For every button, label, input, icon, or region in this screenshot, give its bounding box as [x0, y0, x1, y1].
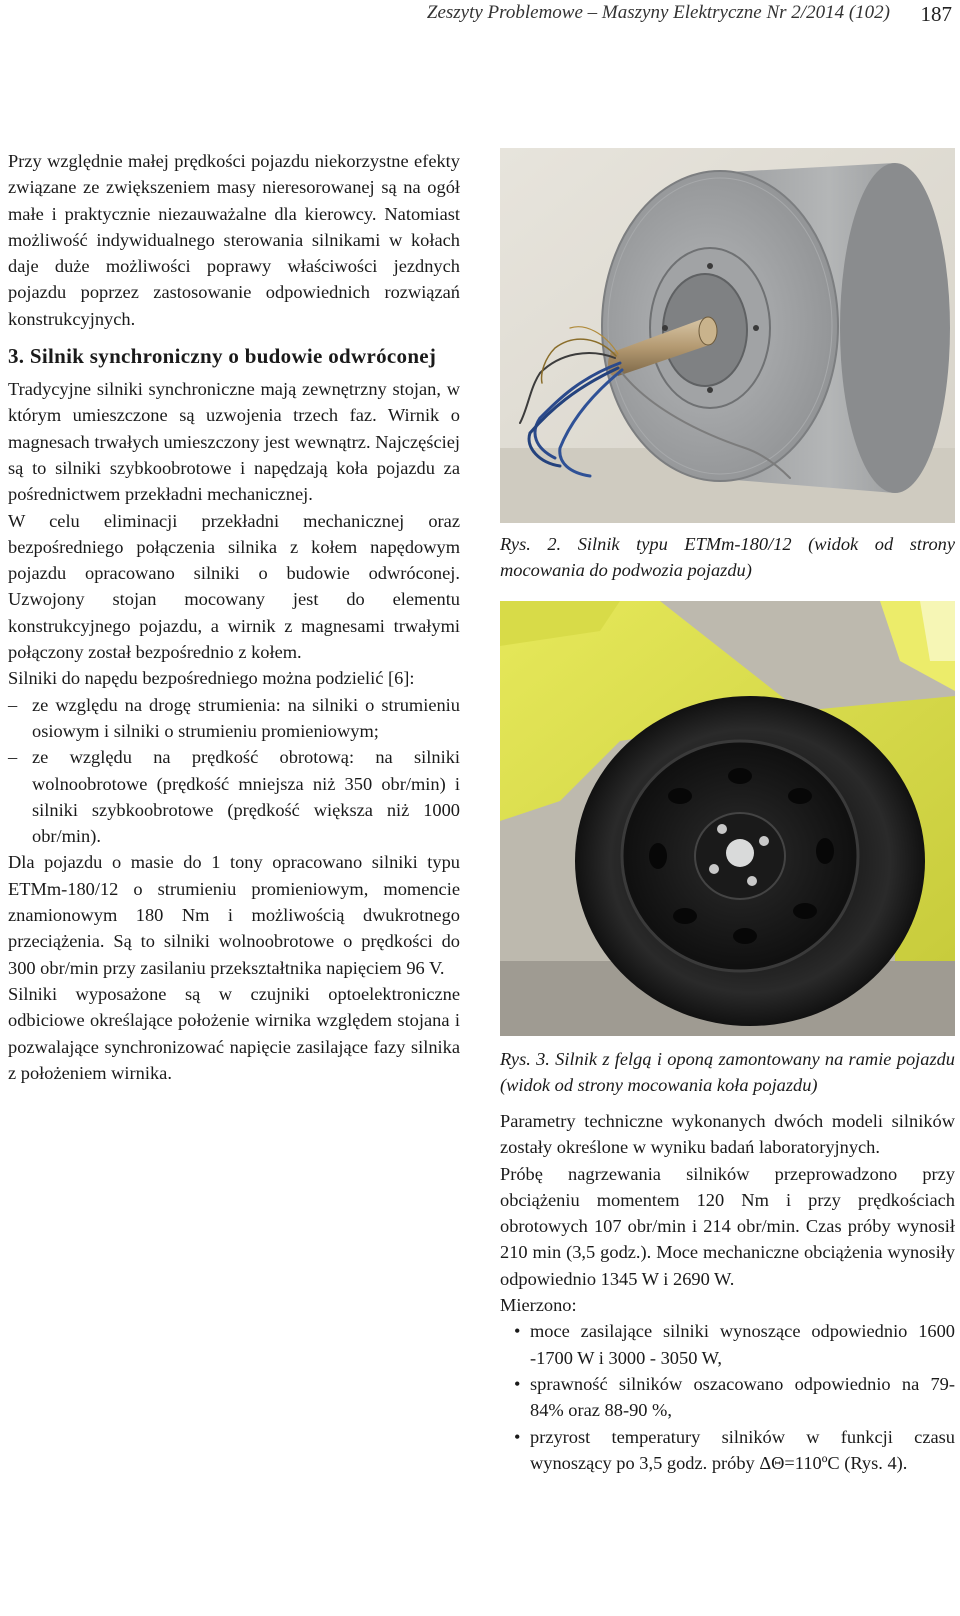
list-item: [500, 1318, 955, 1371]
left-column: [8, 148, 460, 1086]
paragraph-measured: Mierzono:: [500, 1295, 577, 1316]
paragraph-traditional-motors: Tradycyjne silniki synchroniczne mają zewnętrzny stojan, w którym umieszczone są uzwojenia trzech faz. Wirnik o magnesach trwałych umieszczony jest wewnątrz. Najczęściej są to silniki szybkoobrotowe i napędzają koła pojazdu za pośrednictwem przekładni mechanicznej.: [8, 379, 460, 505]
paragraph-inverted-design: W celu eliminacji przekładni mechanicznej oraz bezpośredniego połączenia silnika z kołem napędowym pojazdu opracowano silniki o budowie odwróconej. Uzwojony stojan mocowany jest do elementu konstrukcyjnego pojazdu, a wirnik z magnesami trwałymi połączony został bezpośrednio z kołem.: [8, 510, 460, 663]
dash-marker: –: [8, 747, 18, 768]
bullet-marker: •: [514, 1426, 521, 1447]
page-number: 187: [920, 2, 952, 26]
list-item-text: moce zasilające silniki wynoszące odpowiednio 1600 -1700 W i 3000 - 3050 W,: [530, 1321, 955, 1368]
dash-marker: –: [8, 694, 18, 715]
list-item-text: ze względu na prędkość obrotową: na silniki wolnoobrotowe (prędkość mniejsza niż 350 obr/min) i silniki szybkoobrotowe (prędkość większa niż 1000 obr/min).: [32, 747, 460, 847]
figure-2-caption: Rys. 2. Silnik typu ETMm-180/12 (widok od strony mocowania do podwozia pojazdu): [500, 534, 955, 580]
bullet-marker: •: [514, 1321, 521, 1342]
list-item: [8, 692, 460, 745]
paragraph-parameters: Parametry techniczne wykonanych dwóch modeli silników zostały określone w wyniku badań laboratoryjnych.: [500, 1111, 955, 1158]
list-item-text: sprawność silników oszacowano odpowiednio na 79-84% oraz 88-90 %,: [530, 1373, 955, 1421]
journal-title: Zeszyty Problemowe – Maszyny Elektryczne Nr 2/2014 (102): [426, 2, 890, 23]
bullet-marker: •: [514, 1373, 521, 1394]
paragraph-heating-test: Próbę nagrzewania silników przeprowadzono przy obciążeniu momentem 120 Nm i przy prędkościach obrotowych 107 obr/min i 214 obr/min. Czas próby wynosił 210 min (3,5 godz.). Moce mechaniczne obciążenia wynosiły odpowiednio 1345 W i 2690 W.: [500, 1163, 955, 1289]
section-title: 3. Silnik synchroniczny o budowie odwróconej: [8, 344, 437, 369]
page-header: [0, 0, 960, 44]
motor-photo: [500, 148, 955, 523]
wheel-photo: [500, 601, 955, 1036]
list-item-text: przyrost temperatury silników w funkcji czasu wynoszący po 3,5 godz. próby ΔΘ=110ºC (Rys. 4).: [530, 1426, 955, 1473]
list-item: [8, 744, 460, 849]
figure-3-caption: Rys. 3. Silnik z felgą i oponą zamontowany na ramie pojazdu (widok od strony mocowania koła pojazdu): [500, 1049, 955, 1095]
right-column: [500, 148, 955, 1476]
list-item: [500, 1371, 955, 1424]
paragraph-intro: Przy względnie małej prędkości pojazdu niekorzystne efekty związane ze zwiększeniem masy nieresorowanej są na ogół małe i praktycznie niezauważalne dla kierowcy. Natomiast możliwość indywidualnego sterowania silnikami w kołach daje duże możliwości poprawy właściwości jezdnych pojazdu poprzez zastosowanie odpowiednich rozwiązań konstrukcyjnych.: [8, 151, 460, 329]
paragraph-division: Silniki do napędu bezpośredniego można podzielić [6]:: [8, 668, 415, 689]
list-item: [500, 1424, 955, 1477]
paragraph-etmm-motor: Dla pojazdu o masie do 1 tony opracowano silniki typu ETMm-180/12 o strumieniu promieniowym, momencie znamionowym 180 Nm i możliwością dwukrotnego przeciążenia. Są to silniki wolnoobrotowe o prędkości do 300 obr/min przy zasilaniu przekształtnika napięciem 96 V.: [8, 852, 460, 978]
paragraph-sensors: Silniki wyposażone są w czujniki optoelektroniczne odbiciowe określające położenie wirnika względem stojana i pozwalające synchronizować napięcie zasilające fazy silnika z położeniem wirnika.: [8, 983, 460, 1083]
list-item-text: ze względu na drogę strumienia: na silniki o strumieniu osiowym i silniki o strumieniu promieniowym;: [32, 694, 460, 741]
